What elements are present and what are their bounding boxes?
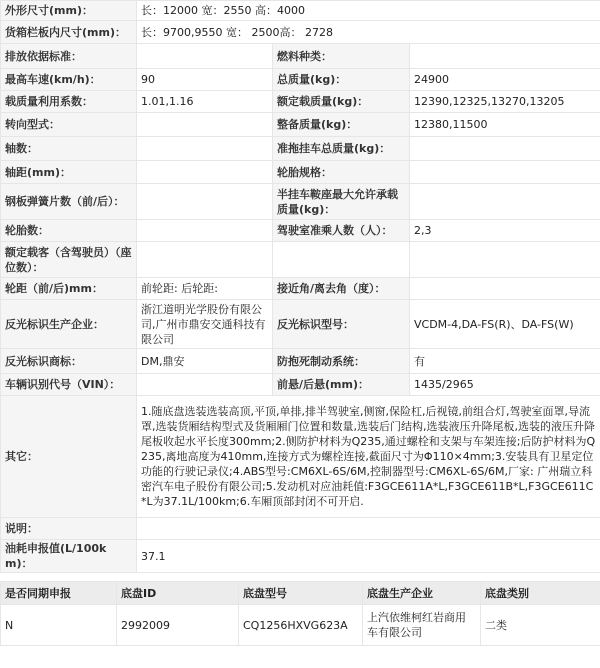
spec-value — [410, 242, 600, 278]
spec-label: 载质量利用系数： — [1, 91, 137, 113]
spec-label: 油耗申报值(L/100km)： — [1, 540, 137, 573]
spec-label: 准拖挂车总质量(kg)： — [273, 137, 410, 161]
spec-label: 外形尺寸(mm)： — [1, 1, 137, 21]
chassis-header-cell: 底盘类别 — [481, 582, 600, 605]
spec-label: 转向型式： — [1, 113, 137, 137]
spec-value — [410, 44, 600, 69]
spec-value — [137, 220, 273, 242]
spec-label — [273, 242, 410, 278]
spec-value: 前轮距: 后轮距: — [137, 278, 273, 300]
spec-label: 车辆识别代号（VIN）： — [1, 374, 137, 396]
spec-row — [1, 161, 600, 184]
spec-label: 接近角/离去角（度）： — [273, 278, 410, 300]
spec-row — [1, 396, 600, 518]
chassis-cell: N — [1, 605, 117, 646]
chassis-row — [1, 605, 600, 646]
spec-row — [1, 349, 600, 374]
spec-label: 防抱死制动系统： — [273, 349, 410, 374]
spec-label: 排放依据标准： — [1, 44, 137, 69]
spec-label: 轮胎规格： — [273, 161, 410, 184]
spec-value: 24900 — [410, 69, 600, 91]
spec-value — [410, 161, 600, 184]
spec-label: 额定载质量(kg)： — [273, 91, 410, 113]
chassis-cell: 2992009 — [117, 605, 239, 646]
spec-value — [137, 161, 273, 184]
spec-label: 额定载客（含驾驶员）（座位数）： — [1, 242, 137, 278]
spec-value — [137, 374, 273, 396]
spec-label: 总质量(kg)： — [273, 69, 410, 91]
spec-row — [1, 21, 600, 44]
chassis-header-row — [1, 582, 600, 605]
spec-value — [137, 518, 600, 540]
chassis-header-cell: 底盘ID — [117, 582, 239, 605]
spec-row — [1, 137, 600, 161]
spec-label: 说明： — [1, 518, 137, 540]
spec-value: 长：9700,9550 宽： 2500高： 2728 — [137, 21, 600, 44]
spec-value: 37.1 — [137, 540, 600, 573]
spec-label: 轮胎数： — [1, 220, 137, 242]
spec-label: 货箱栏板内尺寸(mm)： — [1, 21, 137, 44]
spec-value: VCDM-4,DA-FS(R)、DA-FS(W) — [410, 300, 600, 349]
spec-value: 12390,12325,13270,13205 — [410, 91, 600, 113]
spec-value: DM,鼎安 — [137, 349, 273, 374]
spec-value — [137, 242, 273, 278]
spec-row — [1, 91, 600, 113]
spec-value — [137, 113, 273, 137]
spec-label: 反光标识商标： — [1, 349, 137, 374]
spec-value: 有 — [410, 349, 600, 374]
spec-row — [1, 242, 600, 278]
spec-value — [410, 278, 600, 300]
chassis-header-cell: 是否同期申报 — [1, 582, 117, 605]
chassis-cell: 上汽依维柯红岩商用车有限公司 — [363, 605, 481, 646]
spec-label: 整备质量(kg)： — [273, 113, 410, 137]
spec-value — [137, 44, 273, 69]
spec-value: 1435/2965 — [410, 374, 600, 396]
spec-label: 反光标识生产企业： — [1, 300, 137, 349]
spec-row — [1, 220, 600, 242]
spec-value — [410, 184, 600, 220]
spec-value: 1.随底盘选装选装高顶,平顶,单排,排半驾驶室,侧窗,保险杠,后视镜,前组合灯,驾驶室面罩,导流罩,选装货厢结构型式及货厢厢门位置和数量,选装后门结构,选装液压升降尾板,选装的液压升降尾板收起水平长度300mm;2.侧防护材料为Q235,通过螺栓和支架与车架连接;后防护材料为Q235,离地高度为410mm,连接方式为螺栓连接,截面尺寸为Φ110×4mm;3.安装具有卫星定位功能的行驶记录仪;4.ABS型号:CM6XL-6S/6M,控制器型号:CM6XL-6S/6M,厂家: 广州瑞立科密汽车电子股份有限公司;5.发动机对应油耗值:F3GCE611A*L,F3GCE611B*L,F3GCE611C*L为37.1L/100km;6.车厢顶部封闭不可开启. — [137, 396, 600, 518]
chassis-table — [0, 581, 600, 646]
spec-value: 1.01,1.16 — [137, 91, 273, 113]
spec-row — [1, 278, 600, 300]
spec-label: 燃料种类： — [273, 44, 410, 69]
chassis-header-cell: 底盘生产企业 — [363, 582, 481, 605]
chassis-cell: CQ1256HXVG623A — [239, 605, 363, 646]
chassis-header-cell: 底盘型号 — [239, 582, 363, 605]
spec-label: 轮距（前/后)mm： — [1, 278, 137, 300]
spec-row — [1, 300, 600, 349]
spec-value — [410, 137, 600, 161]
spec-row — [1, 1, 600, 21]
spec-label: 半挂车鞍座最大允许承载质量(kg)： — [273, 184, 410, 220]
spec-row — [1, 69, 600, 91]
spec-row — [1, 44, 600, 69]
spec-label: 最高车速(km/h)： — [1, 69, 137, 91]
spec-label: 其它： — [1, 396, 137, 518]
spec-value: 90 — [137, 69, 273, 91]
section-gap — [0, 573, 600, 581]
spec-label: 驾驶室准乘人数（人）： — [273, 220, 410, 242]
spec-label: 前悬/后悬(mm)： — [273, 374, 410, 396]
spec-label: 钢板弹簧片数（前/后）： — [1, 184, 137, 220]
spec-row — [1, 374, 600, 396]
spec-value: 2,3 — [410, 220, 600, 242]
spec-label: 轴数： — [1, 137, 137, 161]
spec-value: 长：12000 宽：2550 高：4000 — [137, 1, 600, 21]
spec-row — [1, 518, 600, 540]
spec-label: 轴距(mm)： — [1, 161, 137, 184]
spec-row — [1, 113, 600, 137]
spec-value: 12380,11500 — [410, 113, 600, 137]
spec-label: 反光标识型号： — [273, 300, 410, 349]
spec-row — [1, 540, 600, 573]
spec-value — [137, 184, 273, 220]
chassis-cell: 二类 — [481, 605, 600, 646]
spec-row — [1, 184, 600, 220]
spec-value: 浙江道明光学股份有限公司,广州市鼎安交通科技有限公司 — [137, 300, 273, 349]
spec-value — [137, 137, 273, 161]
